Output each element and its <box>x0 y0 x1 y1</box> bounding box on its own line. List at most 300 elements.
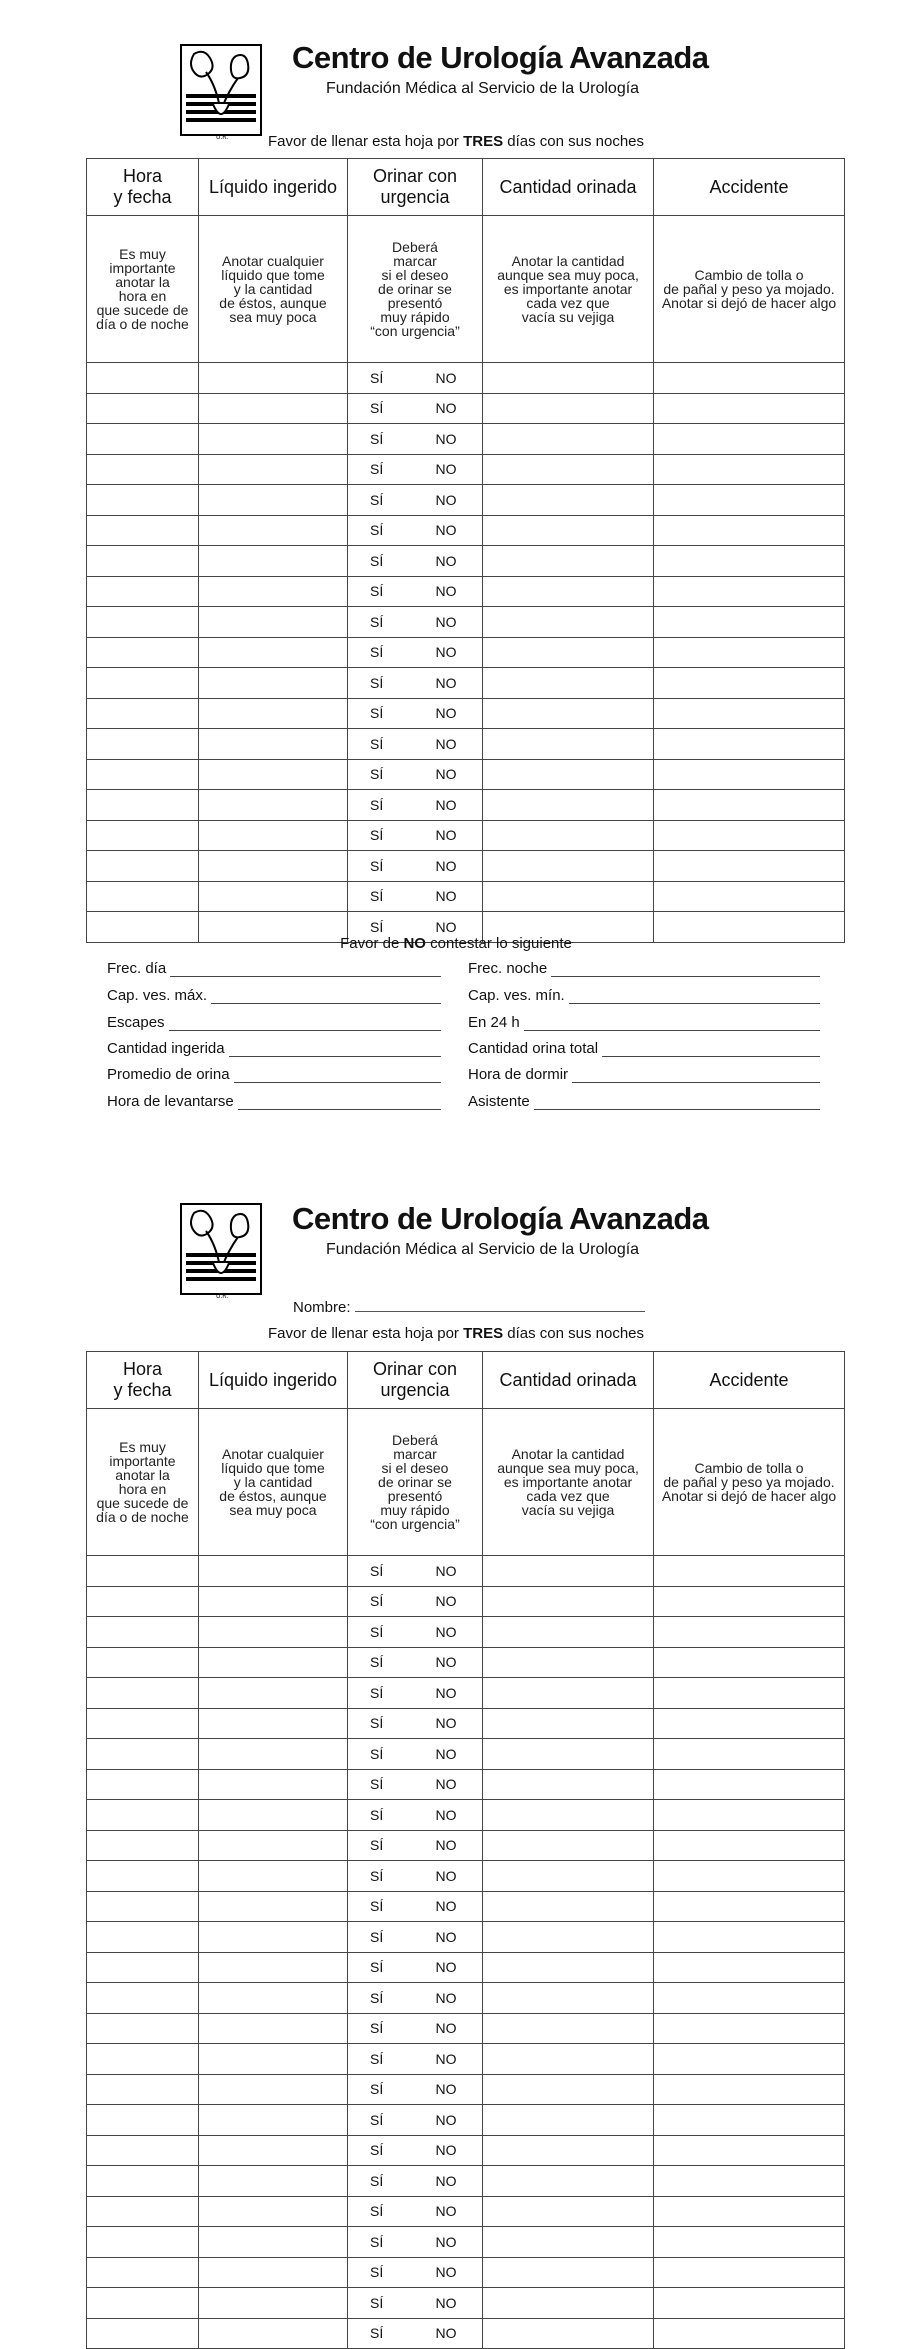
hora-cell[interactable] <box>87 1922 199 1953</box>
cantidad-cell[interactable] <box>483 1647 654 1678</box>
cantidad-cell[interactable] <box>483 2166 654 2197</box>
urgencia-no-option[interactable]: NO <box>412 2288 483 2319</box>
urgencia-no-option[interactable]: NO <box>412 2013 483 2044</box>
svg-text:U.R.: U.R. <box>216 134 229 141</box>
accidente-cell[interactable] <box>654 881 845 912</box>
accidente-cell[interactable] <box>654 1586 845 1617</box>
liquido-cell[interactable] <box>199 668 348 699</box>
liquido-cell[interactable] <box>199 576 348 607</box>
urgencia-si-option[interactable]: SÍ <box>348 1617 412 1648</box>
cantidad-cell[interactable] <box>483 2105 654 2136</box>
cantidad-cell[interactable] <box>483 637 654 668</box>
accidente-cell[interactable] <box>654 729 845 760</box>
liquido-cell[interactable] <box>199 546 348 577</box>
liquido-cell[interactable] <box>199 454 348 485</box>
urgencia-no-option[interactable]: NO <box>412 1617 483 1648</box>
table-row <box>87 1708 845 1739</box>
urgencia-no-option[interactable]: NO <box>412 2166 483 2197</box>
hora-cell[interactable] <box>87 2227 199 2258</box>
cantidad-cell[interactable] <box>483 1678 654 1709</box>
hora-cell[interactable] <box>87 637 199 668</box>
urgencia-no-option[interactable]: NO <box>412 1586 483 1617</box>
urgencia-no-option[interactable]: NO <box>412 576 483 607</box>
urgencia-si-option[interactable]: SÍ <box>348 1922 412 1953</box>
urgencia-no-option[interactable]: NO <box>412 607 483 638</box>
urgencia-no-option[interactable]: NO <box>412 1708 483 1739</box>
cantidad-cell[interactable] <box>483 1617 654 1648</box>
hora-cell[interactable] <box>87 393 199 424</box>
cantidad-cell[interactable] <box>483 790 654 821</box>
accidente-cell[interactable] <box>654 698 845 729</box>
accidente-cell[interactable] <box>654 515 845 546</box>
urgencia-no-option[interactable]: NO <box>412 1861 483 1892</box>
urgencia-si-option[interactable]: SÍ <box>348 1891 412 1922</box>
table-row <box>87 1739 845 1770</box>
cantidad-cell[interactable] <box>483 1556 654 1587</box>
urgencia-si-option[interactable]: SÍ <box>348 424 412 455</box>
liquido-cell[interactable] <box>199 607 348 638</box>
accidente-cell[interactable] <box>654 637 845 668</box>
urgencia-no-option[interactable]: NO <box>412 698 483 729</box>
hora-cell[interactable] <box>87 1739 199 1770</box>
liquido-cell[interactable] <box>199 485 348 516</box>
hora-cell[interactable] <box>87 820 199 851</box>
cantidad-cell[interactable] <box>483 424 654 455</box>
urgencia-si-option[interactable]: SÍ <box>348 1861 412 1892</box>
urgencia-no-option[interactable]: NO <box>412 2257 483 2288</box>
urgencia-si-option[interactable]: SÍ <box>348 698 412 729</box>
accidente-cell[interactable] <box>654 607 845 638</box>
hora-cell[interactable] <box>87 2288 199 2319</box>
cantidad-cell[interactable] <box>483 1983 654 2014</box>
cantidad-cell[interactable] <box>483 1830 654 1861</box>
col-urgencia-desc: Deberá marcar si el deseo de orinar se presentó muy rápido “con urgencia” <box>348 216 483 363</box>
accidente-cell[interactable] <box>654 1739 845 1770</box>
hora-cell[interactable] <box>87 2074 199 2105</box>
hora-cell[interactable] <box>87 607 199 638</box>
urgencia-si-option[interactable]: SÍ <box>348 393 412 424</box>
accidente-cell[interactable] <box>654 1678 845 1709</box>
urgencia-no-option[interactable]: NO <box>412 729 483 760</box>
hora-cell[interactable] <box>87 576 199 607</box>
liquido-cell[interactable] <box>199 1708 348 1739</box>
stat-frec-dia[interactable]: Frec. día <box>107 960 441 977</box>
liquido-cell[interactable] <box>199 790 348 821</box>
accidente-cell[interactable] <box>654 1983 845 2014</box>
liquido-cell[interactable] <box>199 881 348 912</box>
urgencia-si-option[interactable]: SÍ <box>348 790 412 821</box>
cantidad-cell[interactable] <box>483 2074 654 2105</box>
cantidad-cell[interactable] <box>483 1952 654 1983</box>
liquido-cell[interactable] <box>199 759 348 790</box>
cantidad-cell[interactable] <box>483 485 654 516</box>
cantidad-cell[interactable] <box>483 454 654 485</box>
accidente-cell[interactable] <box>654 2013 845 2044</box>
urgencia-no-option[interactable]: NO <box>412 820 483 851</box>
urgencia-si-option[interactable]: SÍ <box>348 2105 412 2136</box>
urgencia-si-option[interactable]: SÍ <box>348 729 412 760</box>
cantidad-cell[interactable] <box>483 2196 654 2227</box>
accidente-cell[interactable] <box>654 1617 845 1648</box>
urgencia-si-option[interactable]: SÍ <box>348 912 412 943</box>
urgencia-si-option[interactable]: SÍ <box>348 546 412 577</box>
liquido-cell[interactable] <box>199 1983 348 2014</box>
cantidad-cell[interactable] <box>483 2257 654 2288</box>
accidente-cell[interactable] <box>654 485 845 516</box>
liquido-cell[interactable] <box>199 2135 348 2166</box>
liquido-cell[interactable] <box>199 2257 348 2288</box>
accidente-cell[interactable] <box>654 851 845 882</box>
urgencia-si-option[interactable]: SÍ <box>348 1708 412 1739</box>
urgencia-no-option[interactable]: NO <box>412 1739 483 1770</box>
urgencia-si-option[interactable]: SÍ <box>348 2227 412 2258</box>
cantidad-cell[interactable] <box>483 2227 654 2258</box>
cantidad-cell[interactable] <box>483 2318 654 2349</box>
accidente-cell[interactable] <box>654 668 845 699</box>
accidente-cell[interactable] <box>654 2318 845 2349</box>
hora-cell[interactable] <box>87 2257 199 2288</box>
cantidad-cell[interactable] <box>483 1708 654 1739</box>
hora-cell[interactable] <box>87 2013 199 2044</box>
hora-cell[interactable] <box>87 2166 199 2197</box>
urgencia-no-option[interactable]: NO <box>412 2135 483 2166</box>
liquido-cell[interactable] <box>199 1678 348 1709</box>
urgencia-no-option[interactable]: NO <box>412 1830 483 1861</box>
svg-text:U.R.: U.R. <box>216 1293 229 1300</box>
accidente-cell[interactable] <box>654 2227 845 2258</box>
liquido-cell[interactable] <box>199 1586 348 1617</box>
accidente-cell[interactable] <box>654 454 845 485</box>
urgencia-si-option[interactable]: SÍ <box>348 1586 412 1617</box>
urgencia-no-option[interactable]: NO <box>412 454 483 485</box>
cantidad-cell[interactable] <box>483 393 654 424</box>
urgencia-no-option[interactable]: NO <box>412 2227 483 2258</box>
table-row <box>87 485 845 516</box>
urgencia-si-option[interactable]: SÍ <box>348 759 412 790</box>
fill-instruction: Favor de llenar esta hoja por TRES días con sus noches <box>267 133 645 150</box>
urgencia-si-option[interactable]: SÍ <box>348 1983 412 2014</box>
accidente-cell[interactable] <box>654 2166 845 2197</box>
voiding-diary-table <box>86 1351 845 2349</box>
urgencia-si-option[interactable]: SÍ <box>348 2318 412 2349</box>
accidente-cell[interactable] <box>654 1952 845 1983</box>
stat-escapes[interactable]: Escapes <box>107 1014 441 1031</box>
col-accidente-desc: Cambio de tolla o de pañal y peso ya mojado. Anotar si dejó de hacer algo <box>654 1409 845 1556</box>
liquido-cell[interactable] <box>199 637 348 668</box>
urgencia-no-option[interactable]: NO <box>412 1922 483 1953</box>
urgencia-no-option[interactable]: NO <box>412 1556 483 1587</box>
accidente-cell[interactable] <box>654 759 845 790</box>
cantidad-cell[interactable] <box>483 1800 654 1831</box>
accidente-cell[interactable] <box>654 576 845 607</box>
liquido-cell[interactable] <box>199 1891 348 1922</box>
hora-cell[interactable] <box>87 515 199 546</box>
urgencia-no-option[interactable]: NO <box>412 2318 483 2349</box>
accidente-cell[interactable] <box>654 1556 845 1587</box>
urgencia-si-option[interactable]: SÍ <box>348 637 412 668</box>
liquido-cell[interactable] <box>199 2013 348 2044</box>
hora-cell[interactable] <box>87 1983 199 2014</box>
liquido-cell[interactable] <box>199 2227 348 2258</box>
hora-cell[interactable] <box>87 363 199 394</box>
urgencia-si-option[interactable]: SÍ <box>348 2135 412 2166</box>
cantidad-cell[interactable] <box>483 1891 654 1922</box>
col-hora-header: Hora y fecha <box>87 1352 199 1409</box>
stat-cap-max[interactable]: Cap. ves. máx. <box>107 987 441 1004</box>
liquido-cell[interactable] <box>199 2044 348 2075</box>
accidente-cell[interactable] <box>654 2288 845 2319</box>
hora-cell[interactable] <box>87 1830 199 1861</box>
urgencia-si-option[interactable]: SÍ <box>348 454 412 485</box>
col-urgencia-desc: Deberá marcar si el deseo de orinar se presentó muy rápido “con urgencia” <box>348 1409 483 1556</box>
liquido-cell[interactable] <box>199 363 348 394</box>
cantidad-cell[interactable] <box>483 363 654 394</box>
accidente-cell[interactable] <box>654 1800 845 1831</box>
urgencia-no-option[interactable]: NO <box>412 1769 483 1800</box>
liquido-cell[interactable] <box>199 1647 348 1678</box>
urgencia-no-option[interactable]: NO <box>412 2074 483 2105</box>
cantidad-cell[interactable] <box>483 515 654 546</box>
urgencia-si-option[interactable]: SÍ <box>348 2196 412 2227</box>
urgencia-no-option[interactable]: NO <box>412 668 483 699</box>
table-row <box>87 1556 845 1587</box>
hora-cell[interactable] <box>87 1769 199 1800</box>
stat-frec-noche[interactable]: Frec. noche <box>468 960 820 977</box>
hora-cell[interactable] <box>87 1617 199 1648</box>
hora-cell[interactable] <box>87 1708 199 1739</box>
stat-hora-dormir[interactable]: Hora de dormir <box>468 1066 820 1083</box>
urgencia-si-option[interactable]: SÍ <box>348 881 412 912</box>
table-row <box>87 1952 845 1983</box>
urgencia-si-option[interactable]: SÍ <box>348 2074 412 2105</box>
urgencia-si-option[interactable]: SÍ <box>348 2013 412 2044</box>
hora-cell[interactable] <box>87 790 199 821</box>
liquido-cell[interactable] <box>199 1769 348 1800</box>
accidente-cell[interactable] <box>654 1861 845 1892</box>
urgencia-no-option[interactable]: NO <box>412 424 483 455</box>
urgencia-si-option[interactable]: SÍ <box>348 576 412 607</box>
hora-cell[interactable] <box>87 759 199 790</box>
center-title: Centro de Urología Avanzada <box>292 40 709 75</box>
hora-cell[interactable] <box>87 546 199 577</box>
name-field[interactable]: Nombre: <box>293 1297 645 1316</box>
hora-cell[interactable] <box>87 2105 199 2136</box>
accidente-cell[interactable] <box>654 2135 845 2166</box>
urgencia-no-option[interactable]: NO <box>412 2105 483 2136</box>
cantidad-cell[interactable] <box>483 759 654 790</box>
col-cantidad-header: Cantidad orinada <box>483 1352 654 1409</box>
accidente-cell[interactable] <box>654 2196 845 2227</box>
hora-cell[interactable] <box>87 2318 199 2349</box>
cantidad-cell[interactable] <box>483 2288 654 2319</box>
urgencia-si-option[interactable]: SÍ <box>348 515 412 546</box>
liquido-cell[interactable] <box>199 2196 348 2227</box>
liquido-cell[interactable] <box>199 515 348 546</box>
urgencia-si-option[interactable]: SÍ <box>348 1647 412 1678</box>
hora-cell[interactable] <box>87 485 199 516</box>
hora-cell[interactable] <box>87 2196 199 2227</box>
hora-cell[interactable] <box>87 698 199 729</box>
liquido-cell[interactable] <box>199 2318 348 2349</box>
urgencia-si-option[interactable]: SÍ <box>348 820 412 851</box>
urgencia-no-option[interactable]: NO <box>412 790 483 821</box>
stat-asistente[interactable]: Asistente <box>468 1093 820 1110</box>
cantidad-cell[interactable] <box>483 729 654 760</box>
urgencia-no-option[interactable]: NO <box>412 1983 483 2014</box>
center-subtitle: Fundación Médica al Servicio de la Urología <box>326 80 640 97</box>
liquido-cell[interactable] <box>199 1800 348 1831</box>
liquido-cell[interactable] <box>199 1739 348 1770</box>
cantidad-cell[interactable] <box>483 546 654 577</box>
hora-cell[interactable] <box>87 1647 199 1678</box>
hora-cell[interactable] <box>87 668 199 699</box>
accidente-cell[interactable] <box>654 2105 845 2136</box>
liquido-cell[interactable] <box>199 2105 348 2136</box>
accidente-cell[interactable] <box>654 790 845 821</box>
accidente-cell[interactable] <box>654 1922 845 1953</box>
cantidad-cell[interactable] <box>483 1769 654 1800</box>
cantidad-cell[interactable] <box>483 851 654 882</box>
stat-promedio-orina[interactable]: Promedio de orina <box>107 1066 441 1083</box>
liquido-cell[interactable] <box>199 424 348 455</box>
stat-cantidad-ingerida[interactable]: Cantidad ingerida <box>107 1040 441 1057</box>
accidente-cell[interactable] <box>654 1647 845 1678</box>
accidente-cell[interactable] <box>654 2044 845 2075</box>
urgencia-no-option[interactable]: NO <box>412 1678 483 1709</box>
urgencia-si-option[interactable]: SÍ <box>348 1678 412 1709</box>
accidente-cell[interactable] <box>654 1891 845 1922</box>
liquido-cell[interactable] <box>199 1922 348 1953</box>
urgencia-no-option[interactable]: NO <box>412 393 483 424</box>
hora-cell[interactable] <box>87 2135 199 2166</box>
urgencia-si-option[interactable]: SÍ <box>348 2257 412 2288</box>
urgencia-no-option[interactable]: NO <box>412 637 483 668</box>
urgencia-si-option[interactable]: SÍ <box>348 1952 412 1983</box>
stat-en-24h[interactable]: En 24 h <box>468 1014 820 1031</box>
cantidad-cell[interactable] <box>483 607 654 638</box>
liquido-cell[interactable] <box>199 698 348 729</box>
hora-cell[interactable] <box>87 1891 199 1922</box>
liquido-cell[interactable] <box>199 393 348 424</box>
hora-cell[interactable] <box>87 424 199 455</box>
table-row <box>87 2196 845 2227</box>
cantidad-cell[interactable] <box>483 881 654 912</box>
liquido-cell[interactable] <box>199 2166 348 2197</box>
urgencia-si-option[interactable]: SÍ <box>348 2288 412 2319</box>
stat-hora-levantarse[interactable]: Hora de levantarse <box>107 1093 441 1110</box>
urgencia-si-option[interactable]: SÍ <box>348 363 412 394</box>
liquido-cell[interactable] <box>199 820 348 851</box>
urgencia-si-option[interactable]: SÍ <box>348 851 412 882</box>
urgencia-no-option[interactable]: NO <box>412 2044 483 2075</box>
urgencia-no-option[interactable]: NO <box>412 851 483 882</box>
cantidad-cell[interactable] <box>483 2044 654 2075</box>
urgencia-si-option[interactable]: SÍ <box>348 1830 412 1861</box>
liquido-cell[interactable] <box>199 2074 348 2105</box>
urgencia-no-option[interactable]: NO <box>412 515 483 546</box>
cantidad-cell[interactable] <box>483 1922 654 1953</box>
hora-cell[interactable] <box>87 2044 199 2075</box>
liquido-cell[interactable] <box>199 1952 348 1983</box>
stat-cap-min[interactable]: Cap. ves. mín. <box>468 987 820 1004</box>
table-row <box>87 2074 845 2105</box>
cantidad-cell[interactable] <box>483 2135 654 2166</box>
cantidad-cell[interactable] <box>483 2013 654 2044</box>
accidente-cell[interactable] <box>654 820 845 851</box>
cantidad-cell[interactable] <box>483 576 654 607</box>
liquido-cell[interactable] <box>199 1830 348 1861</box>
hora-cell[interactable] <box>87 1800 199 1831</box>
urgencia-no-option[interactable]: NO <box>412 912 483 943</box>
accidente-cell[interactable] <box>654 546 845 577</box>
urgencia-si-option[interactable]: SÍ <box>348 607 412 638</box>
urgencia-si-option[interactable]: SÍ <box>348 485 412 516</box>
accidente-cell[interactable] <box>654 363 845 394</box>
accidente-cell[interactable] <box>654 2257 845 2288</box>
accidente-cell[interactable] <box>654 1830 845 1861</box>
hora-cell[interactable] <box>87 454 199 485</box>
urgencia-si-option[interactable]: SÍ <box>348 1556 412 1587</box>
hora-cell[interactable] <box>87 1586 199 1617</box>
urgencia-no-option[interactable]: NO <box>412 546 483 577</box>
cantidad-cell[interactable] <box>483 698 654 729</box>
urgencia-si-option[interactable]: SÍ <box>348 1800 412 1831</box>
accidente-cell[interactable] <box>654 2074 845 2105</box>
urgencia-no-option[interactable]: NO <box>412 1647 483 1678</box>
liquido-cell[interactable] <box>199 1617 348 1648</box>
liquido-cell[interactable] <box>199 2288 348 2319</box>
cantidad-cell[interactable] <box>483 668 654 699</box>
urgencia-no-option[interactable]: NO <box>412 485 483 516</box>
hora-cell[interactable] <box>87 881 199 912</box>
urgencia-si-option[interactable]: SÍ <box>348 2044 412 2075</box>
urgencia-no-option[interactable]: NO <box>412 1952 483 1983</box>
accidente-cell[interactable] <box>654 424 845 455</box>
table-row <box>87 1891 845 1922</box>
hora-cell[interactable] <box>87 1678 199 1709</box>
cantidad-cell[interactable] <box>483 1861 654 1892</box>
urgencia-no-option[interactable]: NO <box>412 2196 483 2227</box>
liquido-cell[interactable] <box>199 1556 348 1587</box>
urgencia-si-option[interactable]: SÍ <box>348 1769 412 1800</box>
accidente-cell[interactable] <box>654 393 845 424</box>
cantidad-cell[interactable] <box>483 1586 654 1617</box>
urgencia-si-option[interactable]: SÍ <box>348 1739 412 1770</box>
urgencia-no-option[interactable]: NO <box>412 881 483 912</box>
hora-cell[interactable] <box>87 1861 199 1892</box>
col-cantidad-desc: Anotar la cantidad aunque sea muy poca, es importante anotar cada vez que vacía su vejiga <box>483 216 654 363</box>
urgencia-no-option[interactable]: NO <box>412 1891 483 1922</box>
urgencia-no-option[interactable]: NO <box>412 363 483 394</box>
urgencia-si-option[interactable]: SÍ <box>348 668 412 699</box>
liquido-cell[interactable] <box>199 729 348 760</box>
hora-cell[interactable] <box>87 851 199 882</box>
accidente-cell[interactable] <box>654 1769 845 1800</box>
urgencia-si-option[interactable]: SÍ <box>348 2166 412 2197</box>
liquido-cell[interactable] <box>199 851 348 882</box>
col-hora-desc: Es muy importante anotar la hora en que sucede de día o de noche <box>87 216 199 363</box>
cantidad-cell[interactable] <box>483 1739 654 1770</box>
stat-cantidad-orina-total[interactable]: Cantidad orina total <box>468 1040 820 1057</box>
hora-cell[interactable] <box>87 729 199 760</box>
hora-cell[interactable] <box>87 1556 199 1587</box>
hora-cell[interactable] <box>87 1952 199 1983</box>
liquido-cell[interactable] <box>199 1861 348 1892</box>
accidente-cell[interactable] <box>654 1708 845 1739</box>
urgencia-no-option[interactable]: NO <box>412 759 483 790</box>
cantidad-cell[interactable] <box>483 820 654 851</box>
urgencia-no-option[interactable]: NO <box>412 1800 483 1831</box>
